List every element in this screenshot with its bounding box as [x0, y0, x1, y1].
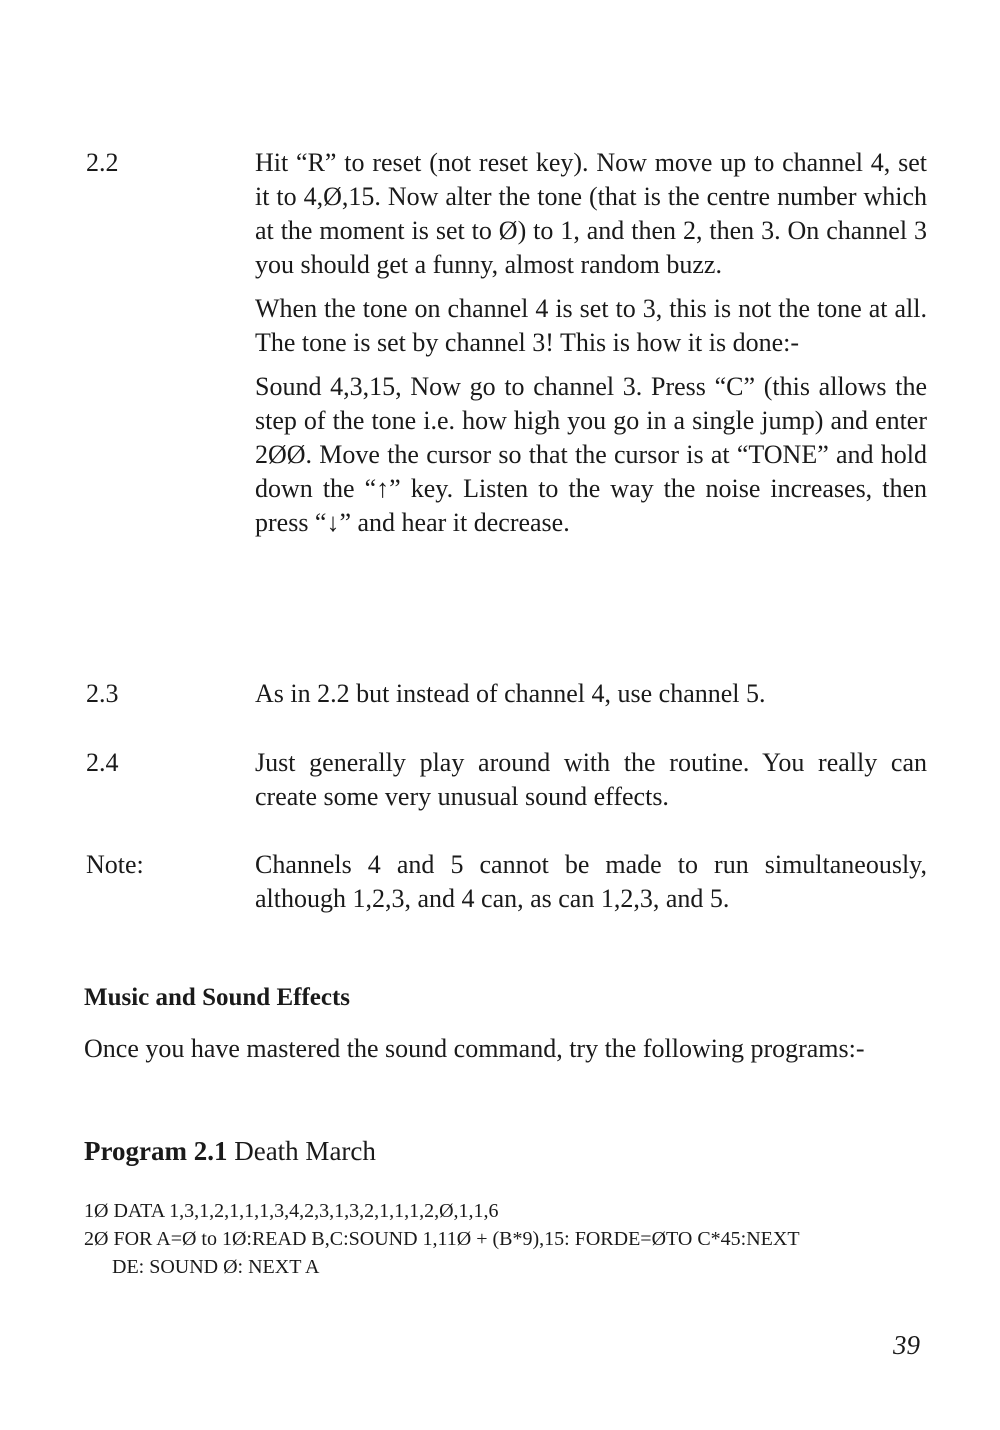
page-number: 39	[893, 1330, 920, 1360]
section-number: 2.4	[86, 748, 119, 777]
code-line: DE: SOUND Ø: NEXT A	[112, 1256, 320, 1278]
section-body	[255, 746, 927, 824]
paragraph: Channels 4 and 5 cannot be made to run simultaneously, although 1,2,3, and 4 can, as can 1,2,3, and 5.	[255, 850, 927, 913]
paragraph: Just generally play around with the routine. You really can create some very unusual sound effects.	[255, 748, 927, 811]
code-listing	[84, 1197, 934, 1281]
program-name: Death March	[234, 1136, 376, 1166]
section-body	[255, 146, 927, 550]
note-label: Note:	[86, 850, 144, 879]
paragraph: When the tone on channel 4 is set to 3, this is not the tone at all. The tone is set by channel 3! This is how it is done:-	[255, 294, 927, 357]
section-heading: Music and Sound Effects	[84, 984, 351, 1011]
section-number: 2.3	[86, 679, 119, 708]
section-number: 2.2	[86, 148, 119, 177]
program-title	[84, 1134, 376, 1168]
paragraph: Sound 4,3,15, Now go to channel 3. Press “C” (this allows the step of the tone i.e. how high you go in a single jump) and enter 2ØØ. Move the cursor so that the cursor is at “TONE” and hold down the “↑” key. Listen to the way the noise increases, then press “↓” and hear it decrease.	[255, 372, 927, 537]
intro-paragraph: Once you have mastered the sound command, try the following programs:-	[84, 1034, 865, 1063]
section-body	[255, 848, 927, 926]
section-body	[255, 677, 927, 721]
code-line: 1Ø DATA 1,3,1,2,1,1,1,3,4,2,3,1,3,2,1,1,1,2,Ø,1,1,6	[84, 1200, 499, 1222]
paragraph: As in 2.2 but instead of channel 4, use channel 5.	[255, 679, 766, 708]
program-label: Program 2.1	[84, 1136, 228, 1166]
paragraph: Hit “R” to reset (not reset key). Now move up to channel 4, set it to 4,Ø,15. Now alter the tone (that is the centre number which at the moment is set to Ø) to 1, and then 2, then 3. On channel 3 you should get a funny, almost random buzz.	[255, 148, 927, 279]
code-line: 2Ø FOR A=Ø to 1Ø:READ B,C:SOUND 1,11Ø + (B*9),15: FORDE=ØTO C*45:NEXT	[84, 1228, 800, 1250]
